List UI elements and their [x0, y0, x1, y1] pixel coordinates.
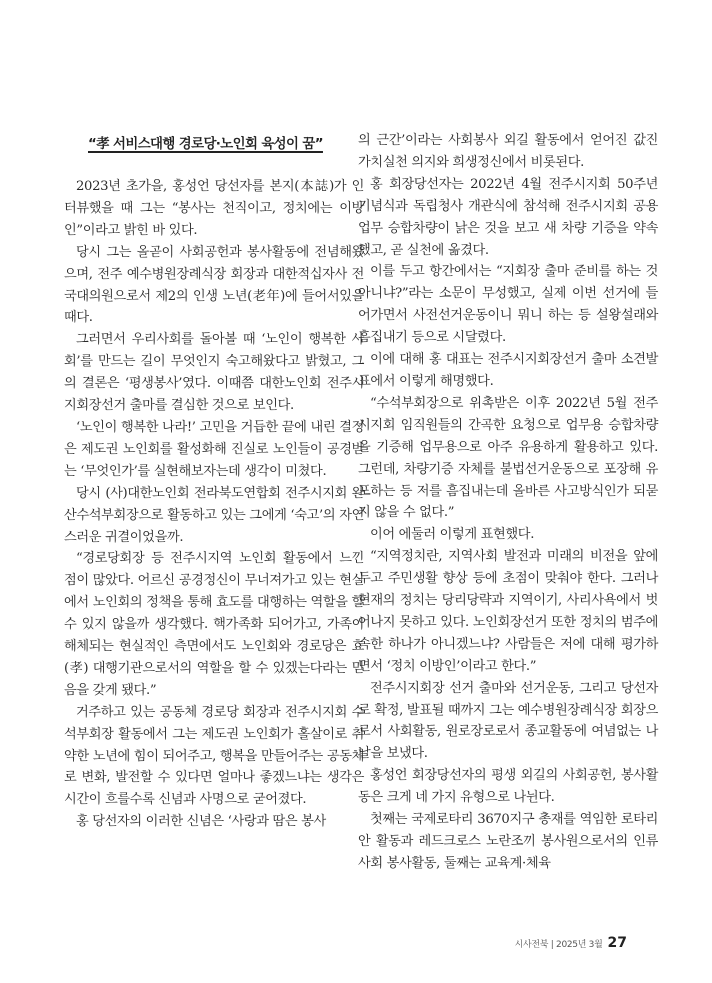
left-column — [64, 130, 364, 833]
paragraph: ‘노인이 행복한 나라!’ 고민을 거듭한 끝에 내린 결정은 제도권 노인회를 활성화해 진실로 노인들이 공경받는 ‘무엇인가’를 실현해보자는데 생각이 미쳤다. — [64, 419, 364, 479]
section-heading: “孝 서비스대행 경로당·노인회 육성이 꿈” — [88, 137, 323, 152]
right-column — [358, 130, 658, 875]
page-footer — [515, 935, 627, 951]
paragraph: “지역정치란, 지역사회 발전과 미래의 비전을 앞에 두고 주민생활 향상 등에 초점이 맞춰야 한다. 그러나 현재의 정치는 당리당략과 지역이기, 사리사욕에서 벗어나지 못하고 있다. 노인회장선거 또한 정치의 범주에 속한 하나가 아니겠느냐? 사람들은 저에 대해 평가하면서 ‘정치 이방인’이라고 한다.” — [358, 549, 658, 674]
paragraph: 첫째는 국제로타리 3670지구 총재를 역임한 로타리안 활동과 레드크로스 노란조끼 봉사원으로서의 인류사회 봉사활동, 둘째는 교육계·체육 — [358, 812, 658, 871]
paragraph: 이에 대해 홍 대표는 전주시지회장선거 출마 소견발표에서 이렇게 해명했다. — [358, 352, 658, 389]
paragraph: 전주시지회장 선거 출마와 선거운동, 그리고 당선자로 확정, 발표될 때까지 그는 예수병원장례식장 회장으로서 사회활동, 원로장로로서 종교활동에 여념없는 나날을 보냈다. — [358, 680, 658, 762]
paragraph: “경로당회장 등 전주시지역 노인회 활동에서 느낀 점이 많았다. 어르신 공경정신이 무너져가고 있는 현실에서 노인회의 정책을 통해 효도를 대행하는 역할을 할 수 있지 않을까 생각했다. 핵가족화 되어가고, 가족이 해체되는 현실적인 측면에서도 노인회와 경로당은 효(孝) 대행기관으로서의 역할을 할 수 있겠는다라는 믿음을 갖게 됐다.” — [64, 551, 364, 698]
magazine-issue: 시사전북 | 2025년 3월 — [514, 940, 603, 950]
paragraph: 이어 에둘러 이렇게 표현했다. — [370, 527, 535, 543]
paragraph: 홍 회장당선자는 2022년 4월 전주시지회 50주년 기념식과 독립청사 개관식에 참석해 전주시지회 공용업무 승합차량이 낡은 것을 보고 새 차량 기증을 약속했고, 곧 실천에 옮겼다. — [358, 176, 658, 258]
paragraph: 거주하고 있는 공동체 경로당 회장과 전주시지회 수석부회장 활동에서 그는 제도권 노인회가 홀살이로 취약한 노년에 힘이 되어주고, 행복을 만들어주는 공동체로 변화, 발전할 수 있다면 얼마나 좋겠느냐는 생각은 시간이 흐를수록 신념과 사명으로 굳어졌다. — [64, 704, 364, 808]
paragraph: 당시 (사)대한노인회 전라북도연합회 전주시지회 완산수석부회장으로 활동하고 있는 그에게 ‘숙고’의 자연스러운 귀결이었을까. — [64, 485, 364, 545]
paragraph: 이를 두고 항간에서는 “지회장 출마 준비를 하는 것 아니냐?”라는 소문이 무성했고, 실제 이번 선거에 들어가면서 사전선거운동이니 뭐니 하는 등 설왕설래와 흠집내기 등으로 시달렸다. — [358, 264, 658, 346]
paragraph: 홍 당선자의 이러한 신념은 ‘사랑과 땀은 봉사 — [76, 814, 326, 830]
paragraph: “수석부회장으로 위촉받은 이후 2022년 5월 전주시지회 임직원들의 간곡한 요청으로 업무용 승합차량을 기증해 업무용으로 아주 유용하게 활용하고 있다. 그런데, 차량기증 자체를 불법선거운동으로 포장해 유포하는 등 저를 흠집내는데 올바른 사고방식인가 되묻지 않을 수 없다.” — [358, 395, 658, 521]
paragraph: 그러면서 우리사회를 돌아볼 때 ‘노인이 행복한 사회’를 만드는 길이 무엇인지 숙고해왔다고 밝혔고, 그의 결론은 ‘평생봉사’였다. 이때쯤 대한노인회 전주시지회장선거 출마를 결심한 것으로 보인다. — [64, 332, 364, 414]
page-number: 27 — [607, 935, 627, 951]
paragraph: 홍성언 회장당선자의 평생 외길의 사회공헌, 봉사활동은 크게 네 가지 유형으로 나뉜다. — [358, 768, 658, 806]
paragraph: 의 근간’이라는 사회봉사 외길 활동에서 얻어진 값진 가치실천 의지와 희생정신에서 비롯된다. — [358, 133, 658, 170]
paragraph: 당시 그는 올곧이 사회공헌과 봉사활동에 전념해왔으며, 전주 예수병원장례식장 회장과 대한적십자사 전국대의원으로서 제2의 인생 노년(老年)에 들어서있을 때다. — [64, 244, 364, 326]
paragraph: 2023년 초가을, 홍성언 당선자를 본지(本誌)가 인터뷰했을 때 그는 “봉사는 천직이고, 정치에는 이방인”이라고 밝힌 바 있다. — [64, 179, 364, 238]
